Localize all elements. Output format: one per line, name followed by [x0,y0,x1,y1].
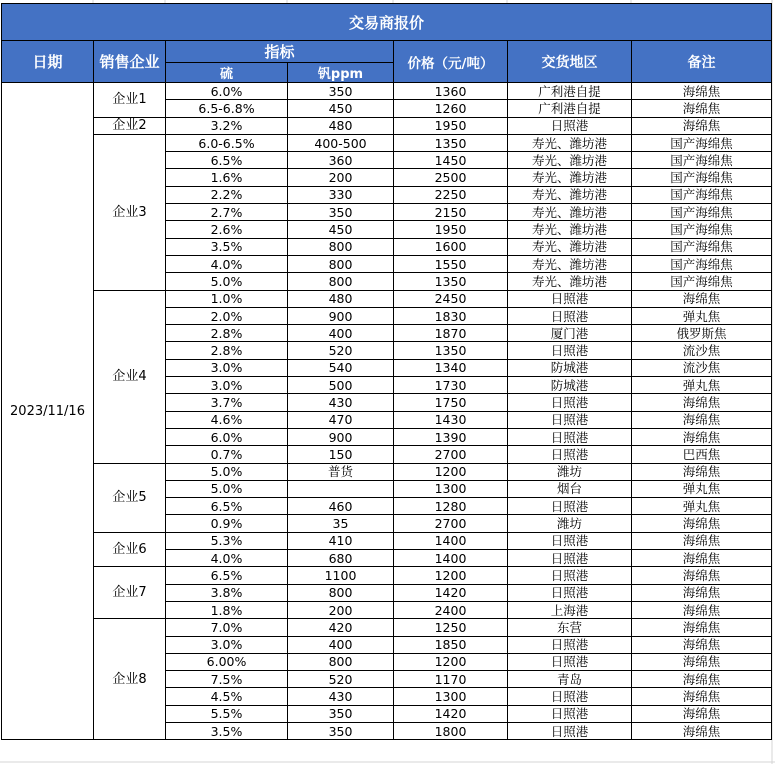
vanadium-cell: 普货 [288,463,394,480]
sulfur-cell: 6.0-6.5% [166,134,288,151]
delivery-cell: 日照港 [508,342,632,359]
price-cell: 2700 [394,446,508,463]
vanadium-cell: 450 [288,100,394,117]
table-row [2,134,772,151]
price-cell: 1200 [394,463,508,480]
delivery-cell: 寿光、潍坊港 [508,186,632,203]
sulfur-cell: 2.0% [166,307,288,324]
delivery-cell: 日照港 [508,567,632,584]
sulfur-cell: 2.7% [166,204,288,221]
table-row [2,463,772,480]
sulfur-cell: 3.7% [166,394,288,411]
remark-cell: 海绵焦 [632,671,772,688]
vanadium-cell: 330 [288,186,394,203]
company-cell: 企业5 [94,463,166,532]
price-cell: 1420 [394,584,508,601]
delivery-cell: 日照港 [508,532,632,549]
remark-cell: 海绵焦 [632,532,772,549]
remark-cell: 海绵焦 [632,584,772,601]
company-cell: 企业4 [94,290,166,463]
vanadium-cell: 150 [288,446,394,463]
price-cell: 1350 [394,342,508,359]
price-cell: 2250 [394,186,508,203]
price-cell: 1350 [394,273,508,290]
sulfur-cell: 2.2% [166,186,288,203]
remark-cell: 海绵焦 [632,394,772,411]
vanadium-cell: 800 [288,255,394,272]
sulfur-cell: 3.8% [166,584,288,601]
sulfur-cell: 7.5% [166,671,288,688]
remark-cell: 海绵焦 [632,411,772,428]
remark-cell: 流沙焦 [632,359,772,376]
remark-cell: 海绵焦 [632,722,772,739]
delivery-cell: 日照港 [508,705,632,722]
date-cell: 2023/11/16 [2,83,94,740]
remark-cell: 国产海绵焦 [632,273,772,290]
sulfur-cell: 5.5% [166,705,288,722]
price-cell: 1360 [394,83,508,100]
table-row [2,619,772,636]
company-cell: 企业8 [94,619,166,740]
sulfur-cell: 4.5% [166,688,288,705]
remark-cell: 海绵焦 [632,619,772,636]
price-cell: 1350 [394,134,508,151]
remark-cell: 海绵焦 [632,636,772,653]
sulfur-cell: 6.5% [166,567,288,584]
trader-quote-table [1,3,772,740]
delivery-cell: 日照港 [508,653,632,670]
delivery-cell: 寿光、潍坊港 [508,221,632,238]
remark-cell: 海绵焦 [632,100,772,117]
delivery-cell: 日照港 [508,688,632,705]
sulfur-cell: 5.0% [166,273,288,290]
price-cell: 1300 [394,688,508,705]
price-cell: 1260 [394,100,508,117]
price-cell: 1200 [394,567,508,584]
header-indicator: 指标 [166,41,394,63]
vanadium-cell [288,480,394,497]
price-cell: 1400 [394,532,508,549]
remark-cell: 海绵焦 [632,83,772,100]
sulfur-cell: 3.0% [166,377,288,394]
price-cell: 1250 [394,619,508,636]
header-delivery: 交货地区 [508,41,632,83]
sulfur-cell: 7.0% [166,619,288,636]
price-cell: 2150 [394,204,508,221]
price-cell: 1600 [394,238,508,255]
price-cell: 1950 [394,117,508,134]
delivery-cell: 潍坊 [508,463,632,480]
remark-cell: 海绵焦 [632,550,772,567]
vanadium-cell: 430 [288,394,394,411]
remark-cell: 弹丸焦 [632,377,772,394]
sulfur-cell: 2.8% [166,325,288,342]
price-cell: 1550 [394,255,508,272]
sulfur-cell: 1.6% [166,169,288,186]
remark-cell: 海绵焦 [632,117,772,134]
table-title: 交易商报价 [2,4,772,41]
remark-cell: 国产海绵焦 [632,134,772,151]
delivery-cell: 日照港 [508,636,632,653]
vanadium-cell: 800 [288,653,394,670]
sulfur-cell: 5.0% [166,463,288,480]
sulfur-cell: 6.5% [166,498,288,515]
vanadium-cell: 350 [288,204,394,221]
sulfur-cell: 2.8% [166,342,288,359]
delivery-cell: 上海港 [508,601,632,618]
remark-cell: 海绵焦 [632,688,772,705]
sulfur-cell: 5.0% [166,480,288,497]
delivery-cell: 防城港 [508,359,632,376]
vanadium-cell: 460 [288,498,394,515]
price-cell: 1340 [394,359,508,376]
delivery-cell: 日照港 [508,394,632,411]
vanadium-cell: 200 [288,601,394,618]
price-cell: 1300 [394,480,508,497]
remark-cell: 国产海绵焦 [632,221,772,238]
table-row [2,567,772,584]
vanadium-cell: 1100 [288,567,394,584]
table-row [2,83,772,100]
remark-cell: 海绵焦 [632,463,772,480]
table-row [2,117,772,134]
delivery-cell: 寿光、潍坊港 [508,169,632,186]
delivery-cell: 寿光、潍坊港 [508,204,632,221]
vanadium-cell: 35 [288,515,394,532]
vanadium-cell: 500 [288,377,394,394]
remark-cell: 巴西焦 [632,446,772,463]
delivery-cell: 寿光、潍坊港 [508,238,632,255]
vanadium-cell: 350 [288,722,394,739]
company-cell: 企业7 [94,567,166,619]
vanadium-cell: 350 [288,705,394,722]
vanadium-cell: 480 [288,290,394,307]
price-cell: 1730 [394,377,508,394]
vanadium-cell: 450 [288,221,394,238]
price-cell: 1200 [394,653,508,670]
delivery-cell: 日照港 [508,307,632,324]
delivery-cell: 防城港 [508,377,632,394]
remark-cell: 国产海绵焦 [632,238,772,255]
remark-cell: 海绵焦 [632,428,772,445]
price-cell: 1390 [394,428,508,445]
delivery-cell: 日照港 [508,411,632,428]
delivery-cell: 青岛 [508,671,632,688]
vanadium-cell: 400 [288,636,394,653]
sulfur-cell: 4.0% [166,255,288,272]
sulfur-cell: 6.0% [166,428,288,445]
sulfur-cell: 1.0% [166,290,288,307]
company-cell: 企业3 [94,134,166,290]
sulfur-cell: 4.6% [166,411,288,428]
remark-cell: 海绵焦 [632,567,772,584]
vanadium-cell: 400 [288,325,394,342]
vanadium-cell: 800 [288,238,394,255]
price-cell: 1170 [394,671,508,688]
remark-cell: 国产海绵焦 [632,204,772,221]
sulfur-cell: 0.7% [166,446,288,463]
price-cell: 2450 [394,290,508,307]
sulfur-cell: 3.5% [166,238,288,255]
price-cell: 1950 [394,221,508,238]
remark-cell: 弹丸焦 [632,480,772,497]
header-price: 价格（元/吨） [394,41,508,83]
vanadium-cell: 410 [288,532,394,549]
vanadium-cell: 480 [288,117,394,134]
remark-cell: 俄罗斯焦 [632,325,772,342]
price-cell: 1450 [394,152,508,169]
price-cell: 1830 [394,307,508,324]
price-cell: 1430 [394,411,508,428]
remark-cell: 弹丸焦 [632,498,772,515]
vanadium-cell: 520 [288,671,394,688]
delivery-cell: 厦门港 [508,325,632,342]
delivery-cell: 日照港 [508,428,632,445]
vanadium-cell: 800 [288,584,394,601]
company-cell: 企业2 [94,117,166,134]
header-vanadium: 钒ppm [288,63,394,83]
delivery-cell: 广利港自提 [508,83,632,100]
sulfur-cell: 3.0% [166,359,288,376]
price-cell: 2700 [394,515,508,532]
remark-cell: 国产海绵焦 [632,152,772,169]
remark-cell: 流沙焦 [632,342,772,359]
vanadium-cell: 200 [288,169,394,186]
remark-cell: 弹丸焦 [632,307,772,324]
price-cell: 1420 [394,705,508,722]
vanadium-cell: 520 [288,342,394,359]
delivery-cell: 日照港 [508,722,632,739]
delivery-cell: 日照港 [508,290,632,307]
remark-cell: 国产海绵焦 [632,186,772,203]
delivery-cell: 日照港 [508,550,632,567]
delivery-cell: 烟台 [508,480,632,497]
header-remark: 备注 [632,41,772,83]
sulfur-cell: 4.0% [166,550,288,567]
vanadium-cell: 470 [288,411,394,428]
price-cell: 2500 [394,169,508,186]
delivery-cell: 东营 [508,619,632,636]
vanadium-cell: 430 [288,688,394,705]
sulfur-cell: 3.2% [166,117,288,134]
delivery-cell: 日照港 [508,117,632,134]
delivery-cell: 日照港 [508,498,632,515]
company-cell: 企业6 [94,532,166,567]
table-row [2,290,772,307]
price-cell: 1870 [394,325,508,342]
sulfur-cell: 3.0% [166,636,288,653]
vanadium-cell: 900 [288,307,394,324]
delivery-cell: 寿光、潍坊港 [508,152,632,169]
table-body [2,83,772,740]
vanadium-cell: 680 [288,550,394,567]
company-cell: 企业1 [94,83,166,118]
vanadium-cell: 360 [288,152,394,169]
price-cell: 1850 [394,636,508,653]
remark-cell: 海绵焦 [632,705,772,722]
remark-cell: 海绵焦 [632,290,772,307]
delivery-cell: 寿光、潍坊港 [508,273,632,290]
remark-cell: 国产海绵焦 [632,169,772,186]
remark-cell: 国产海绵焦 [632,255,772,272]
price-cell: 1800 [394,722,508,739]
table-row [2,532,772,549]
sulfur-cell: 3.5% [166,722,288,739]
sulfur-cell: 0.9% [166,515,288,532]
remark-cell: 海绵焦 [632,653,772,670]
sulfur-cell: 6.0% [166,83,288,100]
vanadium-cell: 540 [288,359,394,376]
header-company: 销售企业 [94,41,166,83]
sulfur-cell: 2.6% [166,221,288,238]
delivery-cell: 广利港自提 [508,100,632,117]
price-cell: 1750 [394,394,508,411]
vanadium-cell: 800 [288,273,394,290]
vanadium-cell: 400-500 [288,134,394,151]
delivery-cell: 寿光、潍坊港 [508,134,632,151]
price-cell: 1400 [394,550,508,567]
header-date: 日期 [2,41,94,83]
delivery-cell: 日照港 [508,584,632,601]
vanadium-cell: 350 [288,83,394,100]
sulfur-cell: 6.5-6.8% [166,100,288,117]
sulfur-cell: 6.00% [166,653,288,670]
vanadium-cell: 420 [288,619,394,636]
delivery-cell: 日照港 [508,446,632,463]
remark-cell: 海绵焦 [632,601,772,618]
sulfur-cell: 5.3% [166,532,288,549]
price-cell: 2400 [394,601,508,618]
sulfur-cell: 6.5% [166,152,288,169]
price-cell: 1280 [394,498,508,515]
delivery-cell: 潍坊 [508,515,632,532]
remark-cell: 海绵焦 [632,515,772,532]
header-sulfur: 硫 [166,63,288,83]
sulfur-cell: 1.8% [166,601,288,618]
delivery-cell: 寿光、潍坊港 [508,255,632,272]
vanadium-cell: 900 [288,428,394,445]
